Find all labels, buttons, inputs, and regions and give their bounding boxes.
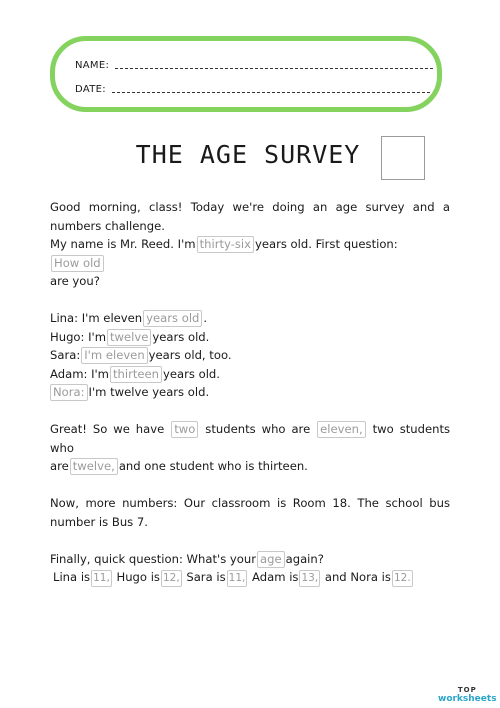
- blank-question[interactable]: How old: [51, 255, 104, 272]
- blank-lina-age[interactable]: 11,: [91, 570, 112, 587]
- blank-adam[interactable]: thirteen: [110, 366, 162, 383]
- intro-text-a: My name is Mr. Reed. I'm: [50, 237, 196, 251]
- worksheet-title: THE AGE SURVEY: [135, 140, 361, 169]
- blank-final-age[interactable]: age: [257, 551, 285, 568]
- blank-nora-age[interactable]: 12.: [392, 570, 413, 587]
- dialogue-adam: [50, 365, 450, 384]
- final-text-a: Finally, quick question: What's your: [50, 551, 256, 566]
- date-field[interactable]: [75, 84, 430, 95]
- intro-line-3: [50, 235, 450, 272]
- blank-nora[interactable]: Nora:: [50, 384, 88, 401]
- adam-text: Adam: I'm: [50, 366, 109, 381]
- dialogue-hugo: [50, 328, 450, 347]
- final-hugo: Hugo is: [116, 570, 160, 584]
- name-label: NAME:: [75, 60, 110, 71]
- date-line[interactable]: [112, 92, 430, 93]
- summary-line-1: [50, 420, 450, 457]
- logo-worksheets-text: worksheets: [438, 694, 497, 704]
- intro-line-1: Good morning, class! Today we're doing an age survey and a: [50, 200, 450, 214]
- intro-line-2: numbers challenge.: [50, 218, 165, 233]
- numbers-line-2: number is Bus 7.: [50, 514, 148, 529]
- hugo-text: Hugo: I'm: [50, 329, 107, 344]
- final-adam: Adam is: [252, 570, 299, 584]
- summary-text-e: and one student who is thirteen.: [118, 459, 308, 473]
- blank-summary-count[interactable]: two: [171, 421, 198, 438]
- name-field[interactable]: [75, 60, 433, 71]
- blank-lina[interactable]: years old: [143, 310, 202, 327]
- final-question: [50, 550, 450, 569]
- blank-hugo-age[interactable]: 12,: [161, 570, 182, 587]
- final-text-b: again?: [285, 551, 324, 566]
- dialogue-nora: [50, 383, 450, 402]
- blank-summary-age-1[interactable]: eleven,: [317, 421, 366, 438]
- adam-end: years old.: [163, 366, 220, 381]
- logo-top-text: TOP: [457, 686, 477, 694]
- final-nora: and Nora is: [324, 570, 391, 584]
- summary-text-d: are: [50, 459, 69, 473]
- name-line[interactable]: [115, 68, 433, 69]
- nora-text: I'm twelve years old.: [88, 385, 210, 399]
- summary-text-b: students who are: [205, 422, 311, 436]
- hugo-end: years old.: [152, 329, 210, 344]
- sara-text: Sara:: [50, 348, 81, 362]
- top-worksheets-logo: [438, 686, 497, 704]
- intro-text-b: years old. First question:: [254, 237, 398, 251]
- dialogue-sara: [50, 346, 450, 365]
- blank-sara-age[interactable]: 11,: [227, 570, 248, 587]
- intro-line-4: are you?: [50, 274, 100, 288]
- lina-text: Lina: I'm eleven: [50, 311, 143, 325]
- dialogue-lina: [50, 309, 450, 328]
- score-box: [381, 136, 425, 180]
- summary-text-c: two students who: [50, 422, 451, 455]
- lina-end: .: [203, 311, 208, 325]
- blank-sara[interactable]: I'm eleven: [81, 347, 147, 364]
- date-label: DATE:: [75, 84, 106, 95]
- blank-hugo[interactable]: twelve: [107, 329, 151, 346]
- final-sara: Sara is: [186, 570, 226, 584]
- numbers-line-1: Now, more numbers: Our classroom is Room 18. The school bus: [50, 496, 450, 510]
- sara-end: years old, too.: [148, 348, 232, 362]
- summary-text-a: Great! So we have: [50, 422, 165, 436]
- blank-teacher-age[interactable]: thirty-six: [197, 236, 254, 253]
- blank-adam-age[interactable]: 13,: [299, 570, 320, 587]
- final-answers: [50, 568, 450, 587]
- blank-summary-age-2[interactable]: twelve,: [70, 458, 118, 475]
- student-info-box: [50, 36, 442, 112]
- summary-line-2: [50, 457, 450, 476]
- final-lina: Lina is: [53, 570, 91, 584]
- worksheet-content: [50, 198, 450, 587]
